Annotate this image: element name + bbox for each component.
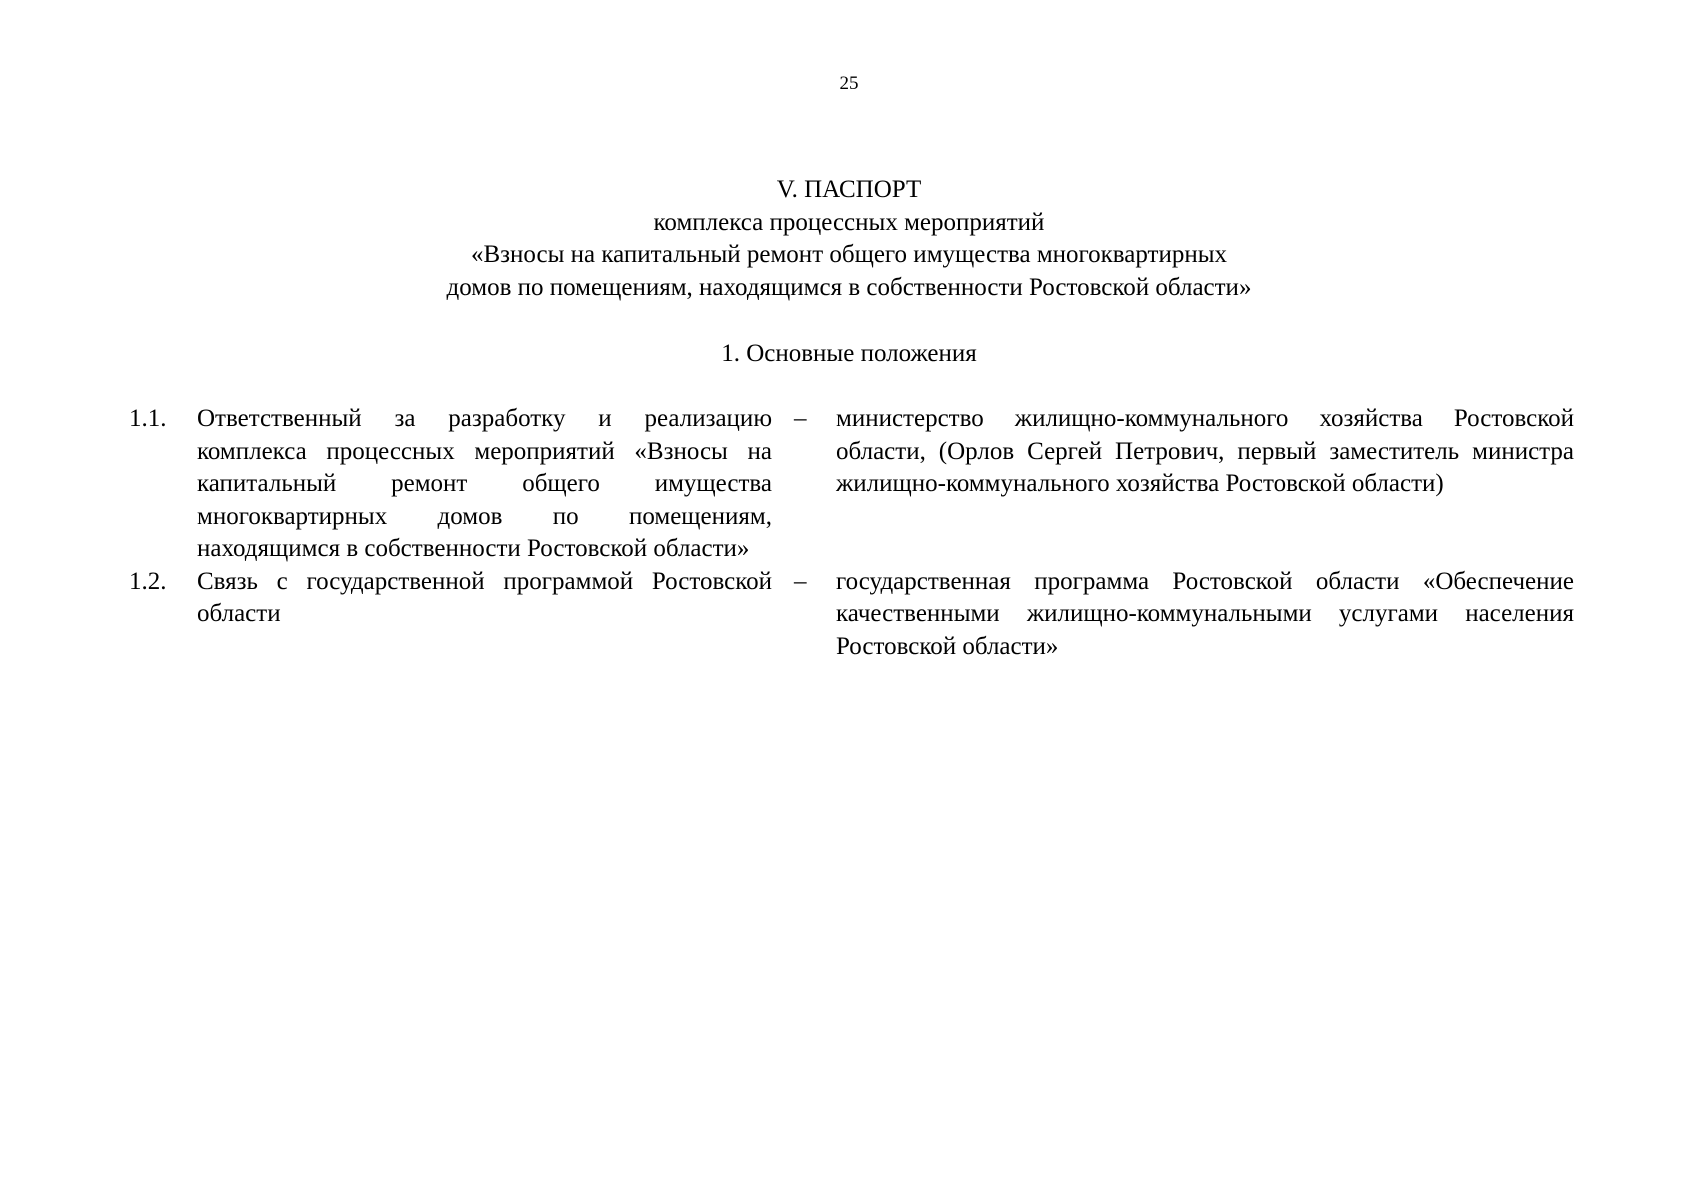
title-heading: V. ПАСПОРТ [776, 176, 922, 203]
provision-value: министерство жилищно-коммунального хозяйства Ростовской области, (Орлов Сергей Петрович, первый заместитель министра жилищно-коммунального хозяйства Ростовской области) [836, 405, 1574, 497]
title-subheading: комплекса процессных мероприятий [653, 208, 1045, 236]
provision-dash: – [794, 567, 807, 595]
provision-label: Ответственный за разработку и реализацию комплекса процессных мероприятий «Взносы на капитальный ремонт общего имущества многоквартирных домов по помещениям, находящимся в собственности Ростовской области» [197, 405, 772, 562]
provision-value: государственная программа Ростовской области «Обеспечение качественными жилищно-коммунальными услугами населения Ростовской области» [836, 567, 1574, 660]
provision-row [0, 403, 1698, 566]
provision-number: 1.2. [129, 567, 167, 595]
provision-number: 1.1. [129, 405, 167, 432]
section-title: 1. Основные положения [721, 340, 977, 367]
document-title [0, 174, 1698, 304]
provision-dash: – [794, 405, 807, 432]
provision-row [0, 566, 1698, 660]
title-name-line-2: домов по помещениям, находящимся в собственности Ростовской области» [446, 273, 1252, 301]
title-name-line-1: «Взносы на капитальный ремонт общего имущества многоквартирных [470, 241, 1228, 268]
provision-label: Связь с государственной программой Ростовской области [197, 567, 772, 627]
page-number: 25 [839, 73, 859, 94]
provisions-list [0, 403, 1698, 660]
